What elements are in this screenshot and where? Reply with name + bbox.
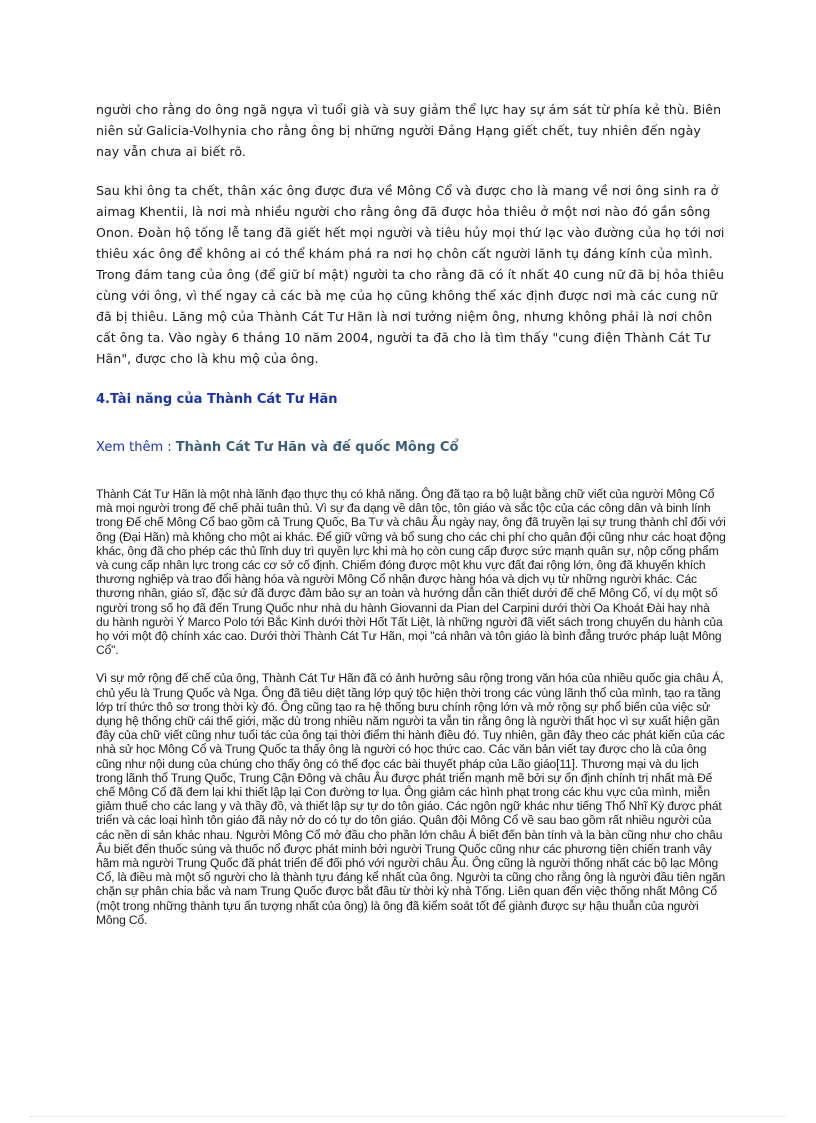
section-heading: 4.Tài năng của Thành Cát Tư Hãn [96,392,338,407]
see-also-link[interactable]: Thành Cát Tư Hãn và đế quốc Mông Cổ [175,440,459,455]
paragraph-4: Vì sự mở rộng đế chế của ông, Thành Cát Tư Hãn đã có ảnh hưởng sâu rộng trong văn hóa của nhiều quốc gia châu Á, chủ yếu là Trung Quốc và Nga. Ông đã tiêu diệt tầng lớp quý tộc hiện thời trong các vùng lãnh thổ của mình, tạo ra tầng lớp trí thức thô sơ trong thời kỳ đó. Ông cũng tạo ra hệ thống bưu chính rộng lớn và mở rộng sự phổ biến của việc sử dụng hệ thống chữ cái thế giới, mặc dù trong nhiều năm người ta vẫn tin rằng ông là người thất học vì sự xuất hiện gần đây của chữ viết cũng như tuổi tác của ông tại thời điểm thi hành điều đó. Tuy nhiên, gần đây theo các phát kiến của các nhà sử học Mông Cổ và Trung Quốc ta thấy ông là người có học thức cao. Các văn bản viết tay được cho là của ông cũng như nội dung của chúng cho thấy ông có thể đọc các bài thuyết pháp của Lão giáo[11]. Thương mại và du lịch trong lãnh thổ Trung Quốc, Trung Cận Đông và châu Âu được phát triển mạnh mẽ bởi sự ổn định chính trị nhất mà Đế chế Mông Cổ đã đem lại khi thiết lập lại Con đường tơ lụa. Ông giảm các hình phạt trong các khu vực của mình, miễn giảm thuế cho các lang y và thầy đồ, và thiết lập sự tự do tôn giáo. Các ngôn ngữ khác như tiếng Thổ Nhĩ Kỳ được phát triển và các loại hình tôn giáo đã nảy nở do có tự do tôn giáo. Quân đội Mông Cổ về sau bao gồm rất nhiều người của các nền di sản khác nhau. Người Mông Cổ mở đầu cho phần lớn châu Á biết đến bàn tính và la bàn cũng như cho châu Âu biết đến thuốc súng và thuốc nổ được phát minh bởi người Trung Quốc cũng như các phương tiện chiến tranh vây hãm mà người Trung Quốc đã phát triển để đối phó với người châu Âu. Ông cũng là người thống nhất các bộ lạc Mông Cổ, là điều mà một số người cho là thành tựu đáng kể nhất của ông. Người ta cũng cho rằng ông là người đầu tiên ngăn chặn sự phân chia bắc và nam Trung Quốc được bắt đầu từ thời kỳ nhà Tống. Liên quan đến việc thống nhất Mông Cổ (một trong những thành tựu ấn tượng nhất của ông) là ông đã kiểm soát tốt để giành được sự hậu thuẫn của người Mông Cổ. [96,671,726,927]
paragraph-2: Sau khi ông ta chết, thân xác ông được đưa về Mông Cổ và được cho là mang về nơi ông sinh ra ở aimag Khentii, là nơi mà nhiều người cho rằng ông đã được hỏa thiêu ở một nơi nào đó gần sông Onon. Đoàn hộ tống lễ tang đã giết hết mọi người và tiêu hủy mọi thứ lạc vào đường của họ tới nơi thiêu xác ông để không ai có thể khám phá ra nơi họ chôn cất người lãnh tụ đáng kính của mình. Trong đám tang của ông (để giữ bí mật) người ta cho rằng đã có ít nhất 40 cung nữ đã bị hỏa thiêu cùng với ông, vì thế ngay cả các bà mẹ của họ cũng không thể xác định được nơi mà các cung nữ đã bị thiêu. Lăng mộ của Thành Cát Tư Hãn là nơi tưởng niệm ông, nhưng không phải là nơi chôn cất ông ta. Vào ngày 6 tháng 10 năm 2004, người ta đã cho là tìm thấy "cung điện Thành Cát Tư Hãn", được cho là khu mộ của ông. [96,183,725,366]
paragraph-3: Thành Cát Tư Hãn là một nhà lãnh đạo thực thụ có khả năng. Ông đã tạo ra bộ luật bằng chữ viết của người Mông Cổ mà mọi người trong đế chế phải tuân thủ. Vì sự đa dạng về dân tộc, tôn giáo và sắc tộc của các công dân và binh lính trong Đế chế Mông Cổ bao gồm cả Trung Quốc, Ba Tư và châu Âu ngày nay, ông đã truyền lại sự trung thành chỉ đối với ông (Đại Hãn) mà không cho một ai khác. Để giữ vững và bổ sung cho các chi phí cho quân đội cũng như các hoạt động khác, ông đã cho phép các thủ lĩnh duy trì quyền lực khi mà họ còn cung cấp được sức mạnh quân sự, nộp cống phẩm và cung cấp nhân lực trong các cơ sở cố định. Chiếm đóng được một khu vực đất đai rộng lớn, ông đã khuyến khích thương nghiệp và trao đổi hàng hóa và người Mông Cổ nhận được hàng hóa và dịch vụ từ những người khác. Các thương nhân, giáo sĩ, đặc sứ đã được đảm bảo sự an toàn và hướng dẫn cần thiết dưới đế chế Mông Cổ, ví dụ một số người trong số họ đã đến Trung Quốc như nhà du hành Giovanni da Pian del Carpini dưới thời Oa Khoát Đài hay nhà du hành người Ý Marco Polo tới Bắc Kinh dưới thời Hốt Tất Liệt, là những người đã viết sách trong chuyến du hành của họ với một độ chính xác cao. Dưới thời Thành Cát Tư Hãn, mọi "cá nhân và tôn giáo là bình đẳng trước pháp luật Mông Cổ". [96,487,726,658]
paragraph-1: người cho rằng do ông ngã ngựa vì tuổi già và suy giảm thể lực hay sự ám sát từ phía kẻ thù. Biên niên sử Galicia-Volhynia cho rằng ông bị những người Đảng Hạng giết chết, tuy nhiên đến ngày nay vẫn chưa ai biết rõ. [96,102,722,159]
see-also-line [96,440,458,455]
page-footer-divider [30,1116,786,1117]
see-also-prefix: Xem thêm : [96,440,176,455]
section-1 [96,99,726,369]
section-2 [96,487,726,927]
